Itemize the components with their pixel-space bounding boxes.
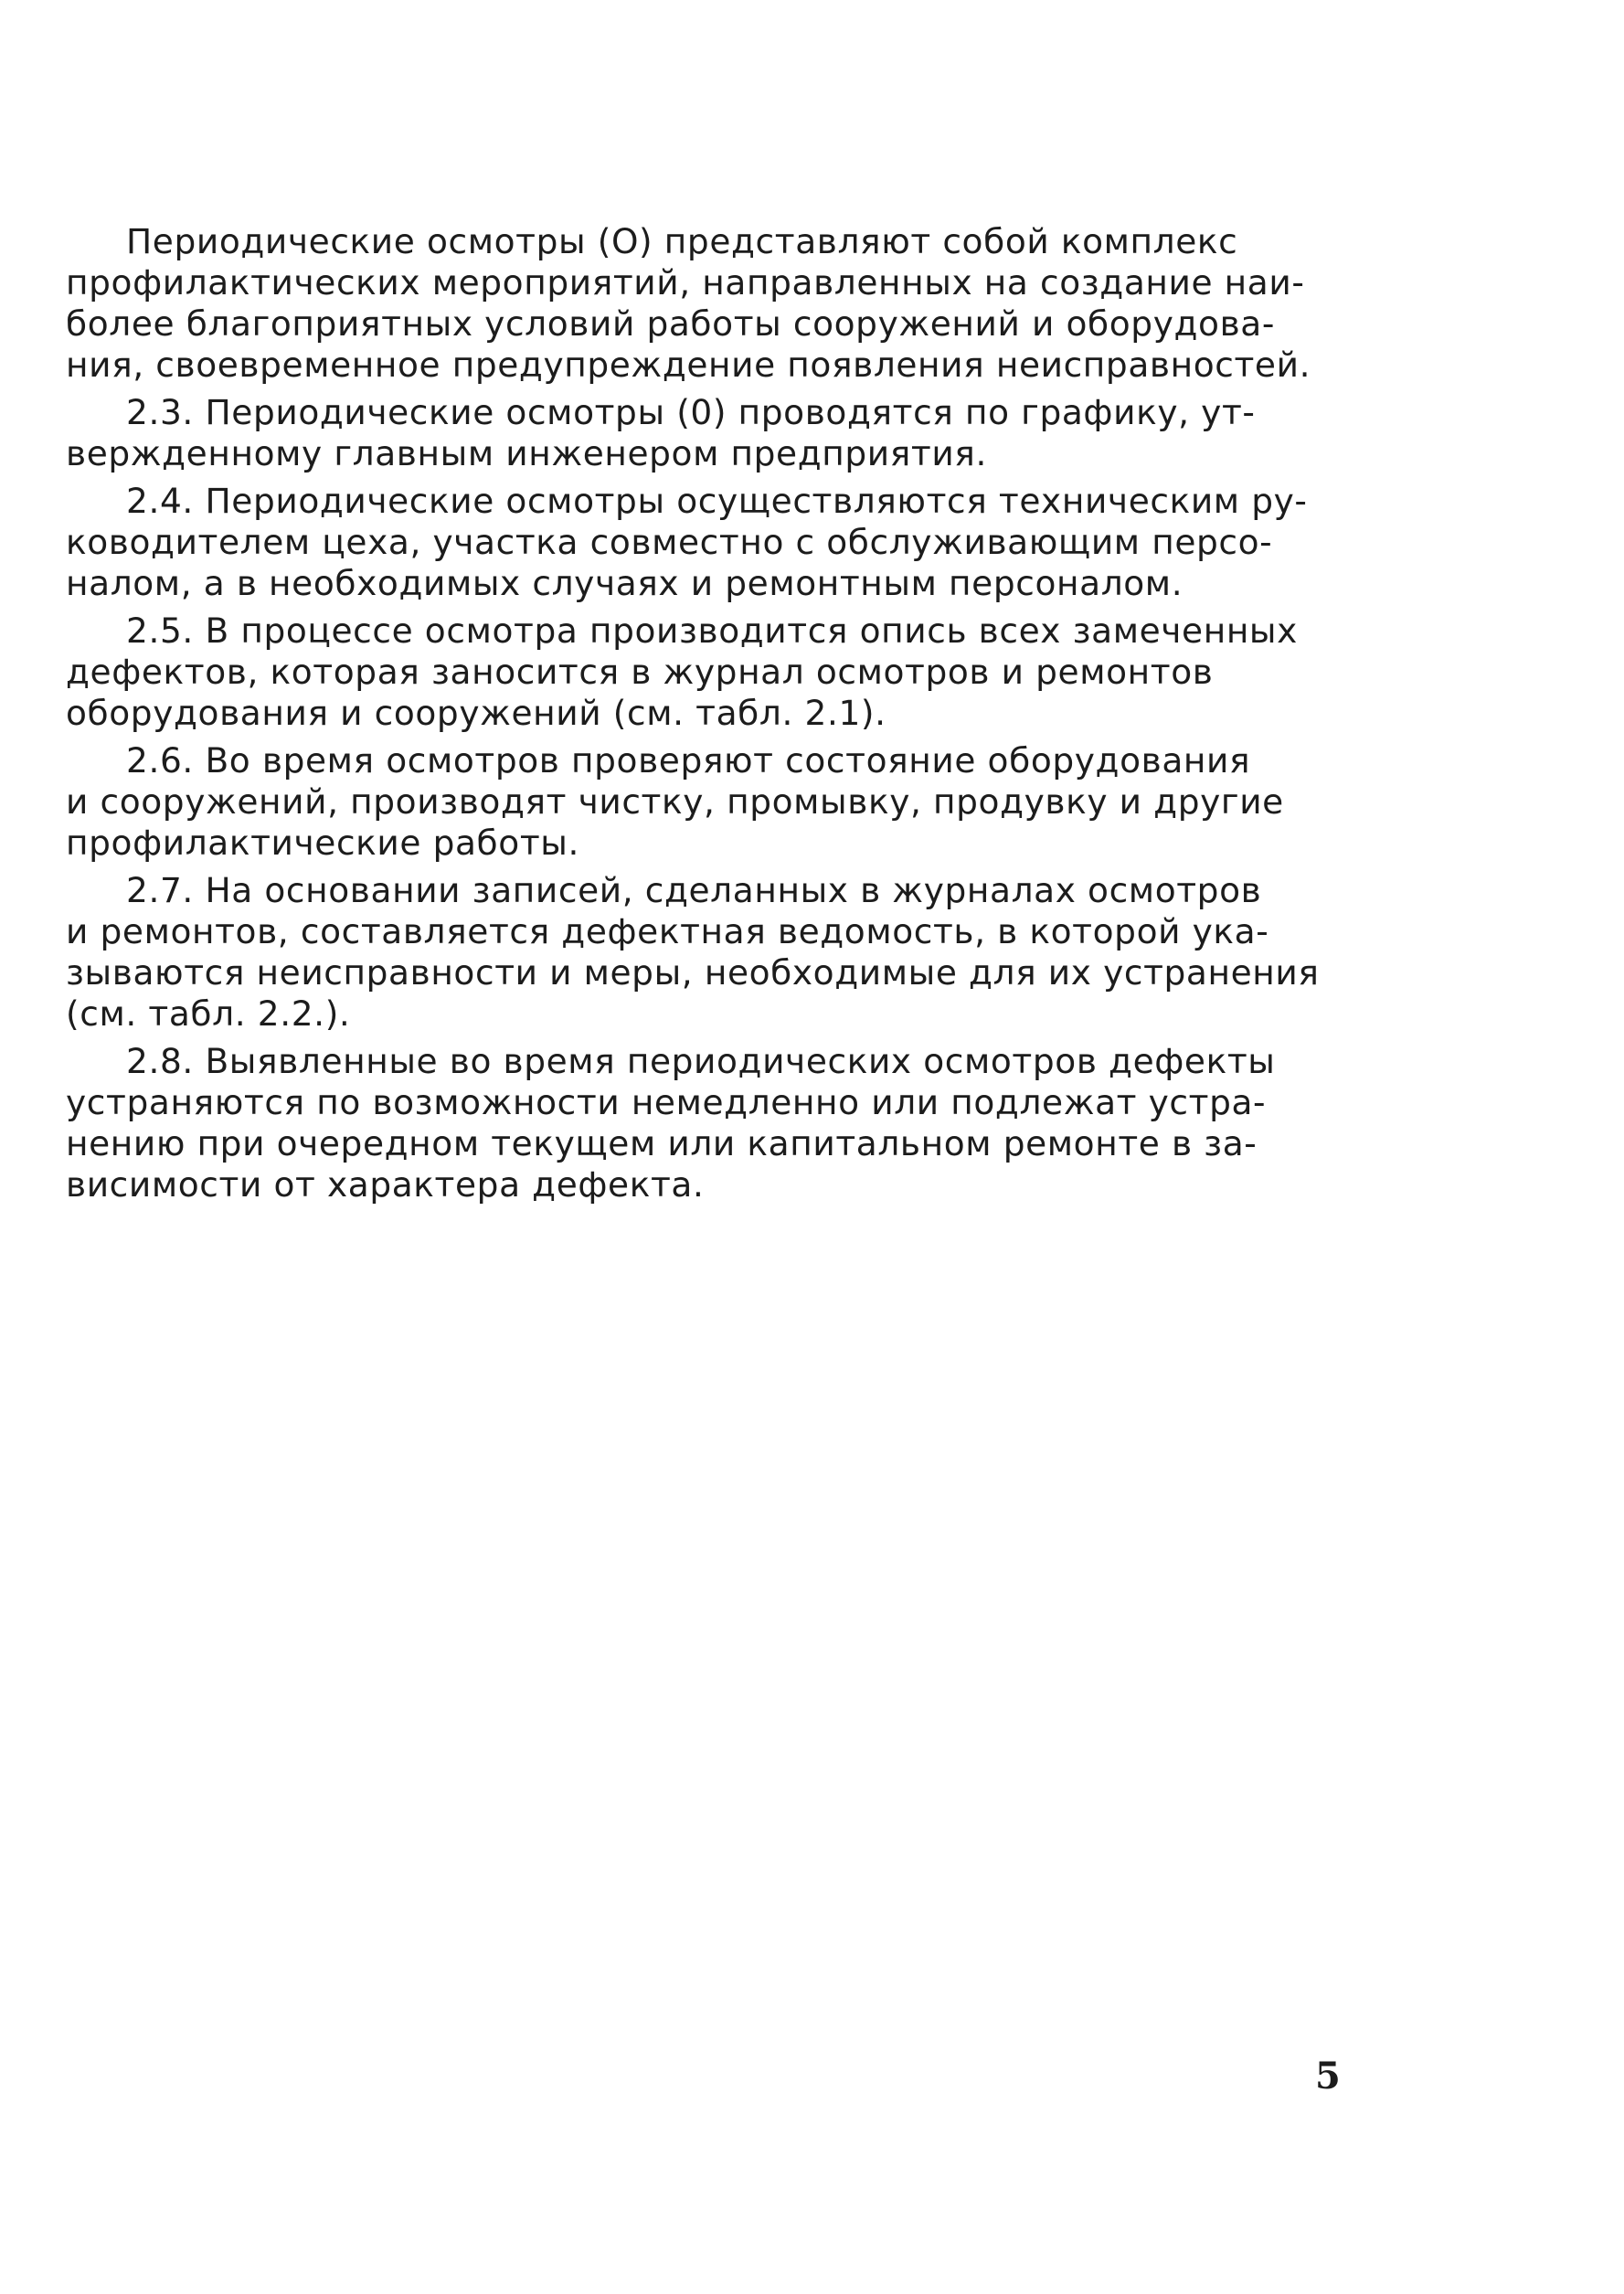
text-line: 2.7. На основании записей, сделанных в журналах осмотров [126, 870, 1262, 910]
page-number: 5 [1315, 2055, 1341, 2098]
paragraph-2-8 [66, 1041, 1345, 1205]
text-line: 2.3. Периодические осмотры (0) проводятся по графику, ут- [126, 392, 1256, 432]
text-line: дефектов, которая заносится в журнал осмотров и ремонтов [66, 652, 1214, 692]
text-line: профилактических мероприятий, направленных на создание наи- [66, 262, 1305, 303]
text-line: оборудования и сооружений (см. табл. 2.1). [66, 693, 886, 733]
text-line: зываются неисправности и меры, необходимые для их устранения [66, 952, 1320, 993]
text-line: нению при очередном текущем или капитальном ремонте в за- [66, 1123, 1258, 1163]
paragraph-2-7 [66, 870, 1345, 1035]
paragraph-2-4 [66, 481, 1345, 604]
paragraph-2-6 [66, 740, 1345, 864]
text-line: 2.4. Периодические осмотры осуществляются техническим ру- [126, 481, 1308, 521]
text-line: профилактические работы. [66, 823, 579, 863]
text-line: налом, а в необходимых случаях и ремонтным персоналом. [66, 563, 1184, 603]
text-line: вержденному главным инженером предприятия. [66, 433, 987, 473]
text-line: и сооружений, производят чистку, промывку, продувку и другие [66, 781, 1284, 822]
text-line: висимости от характера дефекта. [66, 1164, 705, 1205]
text-line: более благоприятных условий работы сооружений и оборудова- [66, 303, 1275, 344]
paragraph-2-5 [66, 611, 1345, 734]
text-line: 2.5. В процессе осмотра производится опись всех замеченных [126, 611, 1298, 651]
text-line: 2.6. Во время осмотров проверяют состояние оборудования [126, 740, 1251, 781]
text-line: и ремонтов, составляется дефектная ведомость, в которой ука- [66, 911, 1269, 951]
paragraph-2-3 [66, 392, 1345, 474]
text-line: 2.8. Выявленные во время периодических осмотров дефекты [126, 1041, 1276, 1081]
text-line: устраняются по возможности немедленно или подлежат устра- [66, 1082, 1267, 1122]
text-line: Периодические осмотры (О) представляют собой комплекс [126, 221, 1238, 261]
text-line: (см. табл. 2.2.). [66, 993, 351, 1034]
paragraph-intro [66, 221, 1345, 386]
body-text [66, 221, 1345, 1205]
text-line: ководителем цеха, участка совместно с обслуживающим персо- [66, 522, 1273, 562]
text-line: ния, своевременное предупреждение появления неисправностей. [66, 345, 1311, 385]
